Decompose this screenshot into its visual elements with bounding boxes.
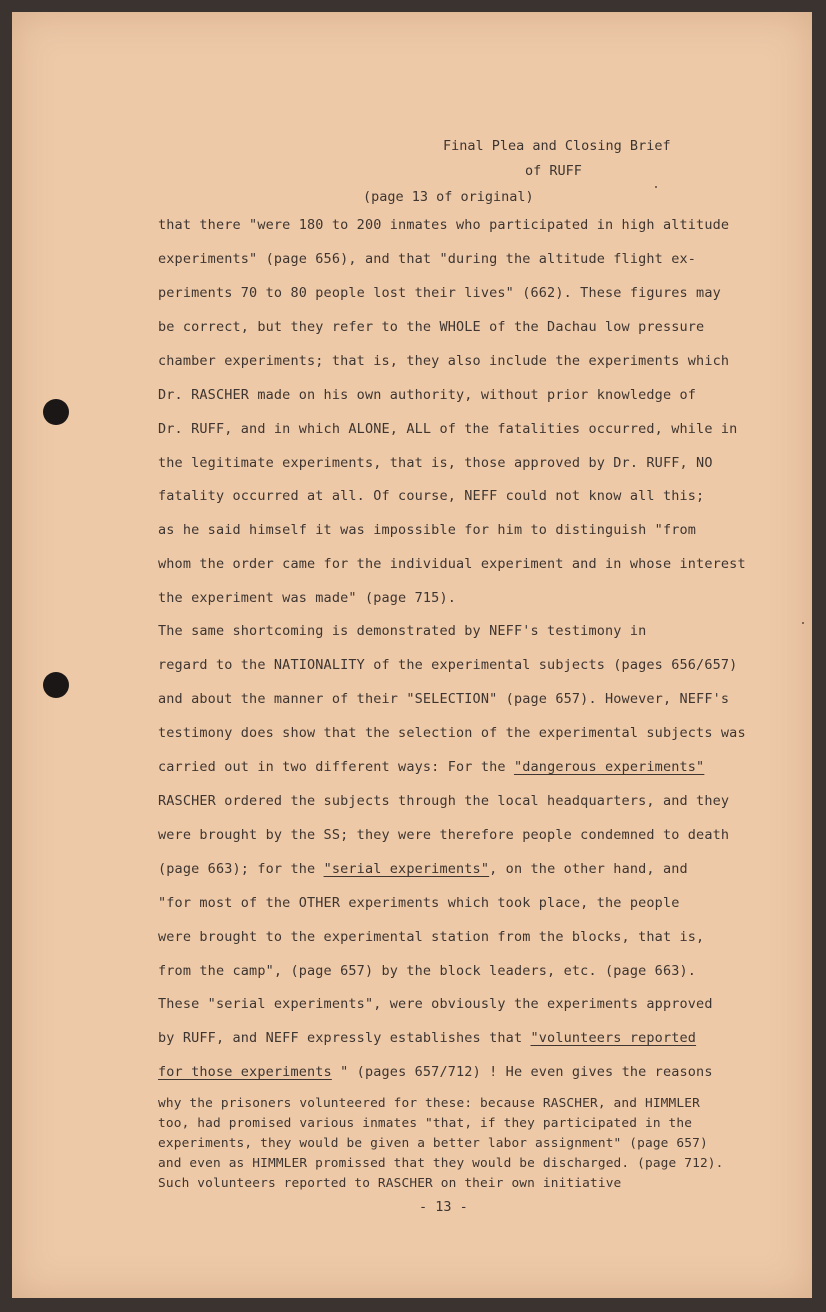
text-line: [158, 725, 746, 741]
underlined-phrase: "volunteers reported: [530, 1030, 697, 1046]
line-segment: experiments, they would be given a better labor assignment" (page 657): [158, 1136, 708, 1151]
line-segment: These "serial experiments", were obviously the experiments approved: [158, 996, 713, 1012]
underlined-phrase: for those experiments: [158, 1064, 332, 1080]
text-line: [158, 1096, 700, 1111]
line-segment: Dr. RASCHER made on his own authority, without prior knowledge of: [158, 387, 697, 403]
speck: [802, 622, 804, 624]
line-segment: and about the manner of their "SELECTION" (page 657). However, NEFF's: [158, 691, 730, 707]
text-line: [158, 488, 704, 504]
text-line: [158, 691, 729, 707]
text-line: [158, 861, 688, 877]
speck: [655, 186, 657, 188]
page-number: - 13 -: [419, 1199, 468, 1215]
line-segment: The same shortcoming is demonstrated by NEFF's testimony in: [158, 623, 647, 639]
text-line: [158, 827, 729, 843]
line-segment: Dr. RUFF, and in which ALONE, ALL of the fatalities occurred, while in: [158, 421, 738, 437]
line-segment: the legitimate experiments, that is, those approved by Dr. RUFF, NO: [158, 455, 713, 471]
line-segment: (page 663); for the: [158, 861, 324, 877]
text-line: [158, 1116, 692, 1131]
text-line: [158, 996, 713, 1012]
text-line: [158, 455, 713, 471]
text-line: [158, 1136, 708, 1151]
text-line: [158, 251, 696, 267]
text-line: [158, 387, 696, 403]
line-segment: "for most of the OTHER experiments which took place, the people: [158, 895, 680, 911]
text-line: [158, 963, 696, 979]
line-segment: too, had promised various inmates "that, if they participated in the: [158, 1116, 693, 1131]
line-segment: whom the order came for the individual experiment and in whose interest: [158, 556, 746, 572]
line-segment: why the prisoners volunteered for these: because RASCHER, and HIMMLER: [158, 1096, 700, 1111]
line-segment: " (pages 657/712) ! He even gives the reasons: [331, 1064, 713, 1080]
line-segment: and even as HIMMLER promissed that they would be discharged. (page 712).: [158, 1156, 724, 1171]
document-page: [12, 12, 812, 1298]
brief-defendant: of RUFF: [525, 163, 582, 179]
text-line: [158, 590, 456, 606]
line-segment: be correct, but they refer to the WHOLE of the Dachau low pressure: [158, 319, 705, 335]
text-line: [158, 759, 704, 775]
text-line: [158, 353, 729, 369]
text-line: [158, 556, 746, 572]
line-segment: chamber experiments; that is, they also include the experiments which: [158, 353, 730, 369]
line-segment: periments 70 to 80 people lost their lives" (662). These figures may: [158, 285, 721, 301]
line-segment: testimony does show that the selection of the experimental subjects was: [158, 725, 746, 741]
line-segment: were brought by the SS; they were therefore people condemned to death: [158, 827, 730, 843]
underlined-phrase: "serial experiments": [323, 861, 490, 877]
text-line: [158, 895, 680, 911]
punch-hole-bottom: [43, 672, 69, 698]
line-segment: by RUFF, and NEFF expressly establishes that: [158, 1030, 531, 1046]
brief-title: Final Plea and Closing Brief: [443, 138, 671, 154]
text-line: [158, 1064, 713, 1080]
text-line: [158, 929, 704, 945]
text-line: [158, 319, 704, 335]
text-line: [158, 1176, 621, 1191]
text-line: [158, 285, 721, 301]
text-line: [158, 793, 729, 809]
underlined-phrase: "dangerous experiments": [513, 759, 705, 775]
line-segment: as he said himself it was impossible for him to distinguish "from: [158, 522, 697, 538]
text-line: [158, 217, 729, 233]
text-line: [158, 623, 646, 639]
line-segment: regard to the NATIONALITY of the experimental subjects (pages 656/657): [158, 657, 738, 673]
punch-hole-top: [43, 399, 69, 425]
line-segment: carried out in two different ways: For the: [158, 759, 514, 775]
line-segment: , on the other hand, and: [489, 861, 688, 877]
line-segment: Such volunteers reported to RASCHER on their own initiative: [158, 1176, 622, 1191]
line-segment: the experiment was made" (page 715).: [158, 590, 456, 606]
line-segment: RASCHER ordered the subjects through the local headquarters, and they: [158, 793, 730, 809]
line-segment: experiments" (page 656), and that "during the altitude flight ex-: [158, 251, 697, 267]
line-segment: that there "were 180 to 200 inmates who participated in high altitude: [158, 217, 730, 233]
text-line: [158, 421, 737, 437]
text-line: [158, 1156, 724, 1171]
text-line: [158, 522, 696, 538]
line-segment: from the camp", (page 657) by the block leaders, etc. (page 663).: [158, 963, 697, 979]
text-line: [158, 1030, 696, 1046]
text-line: [158, 657, 737, 673]
line-segment: were brought to the experimental station from the blocks, that is,: [158, 929, 705, 945]
line-segment: fatality occurred at all. Of course, NEFF could not know all this;: [158, 488, 705, 504]
original-page-ref: (page 13 of original): [363, 189, 534, 205]
